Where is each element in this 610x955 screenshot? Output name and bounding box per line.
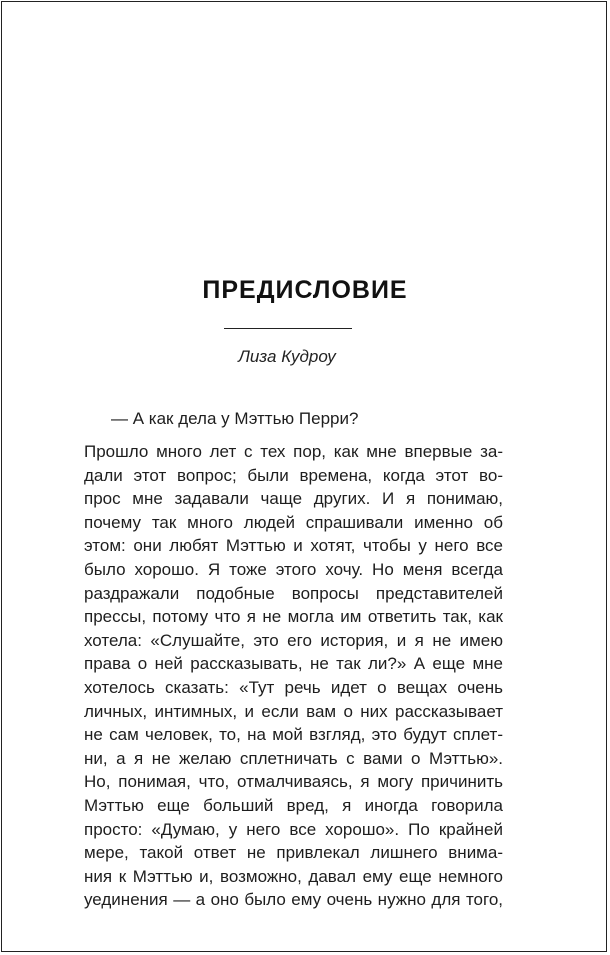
opening-question: — А как дела у Мэттью Перри? [111, 409, 359, 428]
paragraph-line: права о ней рассказывать, не так ли?» А еще мне [84, 654, 503, 674]
paragraph-line: мере, такой ответ не привлекал лишнего внима- [84, 843, 503, 863]
paragraph-line: хотелось сказать: «Тут речь идет о вещах очень [84, 677, 503, 697]
paragraph-line: раздражали подобные вопросы представителей [84, 583, 503, 603]
paragraph-line: не сам человек, то, на мой взгляд, это будут сплет- [84, 725, 503, 745]
chapter-author: Лиза Кудроу [238, 347, 336, 366]
paragraph-line: просто: «Думаю, у него все хорошо». По крайней [84, 819, 503, 839]
body-paragraph [84, 440, 503, 912]
paragraph-line: личных, интимных, и если вам о них рассказывает [84, 701, 503, 721]
paragraph-line: Прошло много лет с тех пор, как мне впервые за- [84, 442, 503, 461]
paragraph-line: уединения — а оно было ему очень нужно для того, [84, 890, 503, 910]
paragraph-line: прессы, потому что я не могла им ответить так, как [84, 607, 503, 627]
paragraph-line: ни, а я не желаю сплетничать с вами о Мэттью». [84, 748, 503, 768]
chapter-title: ПРЕДИСЛОВИЕ [202, 276, 408, 304]
paragraph-line: прос мне задавали чаще других. И я понимаю, [84, 489, 503, 509]
paragraph-line: этом: они любят Мэттью и хотят, чтобы у него все [84, 536, 503, 556]
paragraph-line: Мэттью еще больший вред, я иногда говорила [84, 795, 503, 815]
paragraph-line: почему так много людей спрашивали именно об [84, 512, 503, 532]
paragraph-line: было хорошо. Я тоже этого хочу. Но меня всегда [84, 559, 503, 579]
paragraph-line: Но, понимая, что, отмалчиваясь, я могу причинить [84, 772, 503, 792]
title-divider [224, 328, 352, 329]
paragraph-line: дали этот вопрос; были времена, когда этот во- [84, 465, 503, 485]
paragraph-line: хотела: «Слушайте, это его история, и я не имею [84, 630, 503, 650]
paragraph-line: ния к Мэттью и, возможно, давал ему еще немного [84, 866, 503, 886]
